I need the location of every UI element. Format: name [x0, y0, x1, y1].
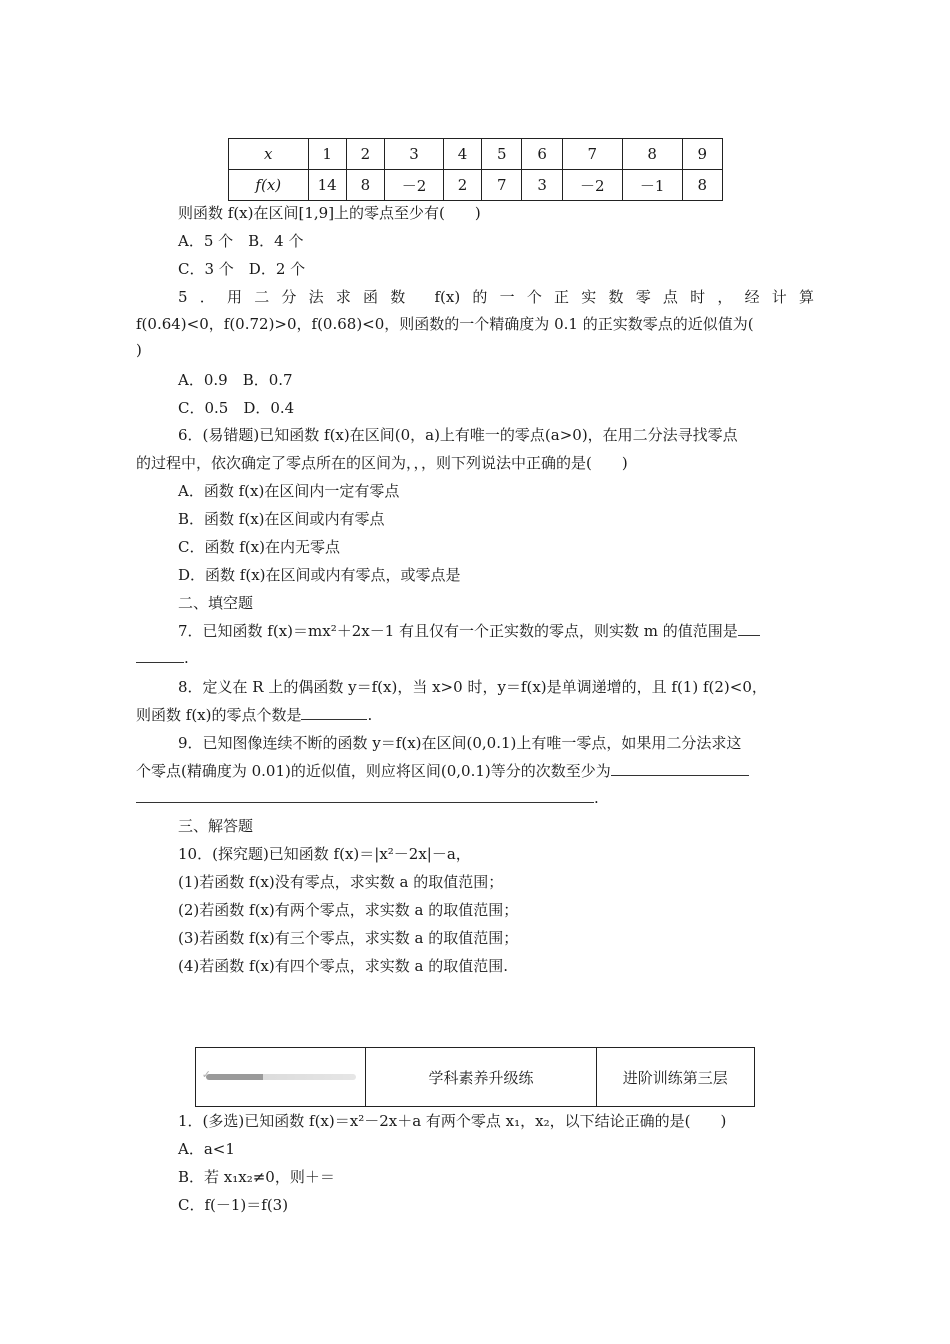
- table-cell: 3: [522, 170, 562, 201]
- q5-options-cd: C．0.5 D．0.4: [178, 399, 295, 417]
- table-cell: －2: [562, 170, 622, 201]
- answer-blank: [738, 621, 760, 636]
- banner-level: 进阶训练第三层: [622, 1068, 728, 1087]
- q9-period: .: [594, 789, 599, 807]
- table-header-cell: 1: [308, 139, 346, 170]
- q6-option-d: D．函数 f(x)在区间或内有零点，或零点是: [178, 566, 461, 584]
- q8-line1: 8．定义在 R 上的偶函数 y＝f(x)，当 x>0 时，y＝f(x)是单调递增的，且 f(1) f(2)<0，: [178, 678, 767, 696]
- q8-line2: [136, 704, 372, 725]
- answer-blank: [611, 761, 749, 776]
- q6-line2: 的过程中，依次确定了零点所在的区间为，，，则下列说法中正确的是( ): [136, 454, 628, 472]
- q10-part4: (4)若函数 f(x)有四个零点，求实数 a 的取值范围.: [178, 957, 508, 975]
- b1-stem: 1．(多选)已知函数 f(x)＝x²－2x＋a 有两个零点 x₁，x₂，以下结论正确的是( ): [178, 1112, 727, 1130]
- table-cell: －2: [385, 170, 444, 201]
- table-header-cell: 7: [562, 139, 622, 170]
- table-cell: 2: [443, 170, 481, 201]
- section-banner: [195, 1047, 755, 1107]
- table-header-cell: 8: [622, 139, 682, 170]
- check-icon: ✓: [201, 1068, 211, 1081]
- q6-option-a: A．函数 f(x)在区间内一定有零点: [178, 482, 400, 500]
- q5-line1: 5．用二分法求函数 f(x)的一个正实数零点时，经计算: [178, 288, 814, 306]
- q9-line1: 9．已知图像连续不断的函数 y＝f(x)在区间(0,0.1)上有唯一零点，如果用二分法求这: [178, 734, 742, 752]
- q6-option-c: C．函数 f(x)在内无零点: [178, 538, 340, 556]
- table-cell: －1: [622, 170, 682, 201]
- q4-options-cd: C．3 个 D．2 个: [178, 260, 306, 278]
- section-fill-in-heading: 二、填空题: [178, 594, 254, 612]
- table-header-cell: 6: [522, 139, 562, 170]
- table-header-cell: 3: [385, 139, 444, 170]
- q7-line2: [136, 648, 189, 667]
- q10-part3: (3)若函数 f(x)有三个零点，求实数 a 的取值范围；: [178, 929, 519, 947]
- table-header-cell: 5: [482, 139, 522, 170]
- q7-text: 7．已知函数 f(x)＝mx²＋2x－1 有且仅有一个正实数的零点，则实数 m 的值范围是: [178, 622, 738, 640]
- q5-line3: ): [136, 341, 142, 359]
- q4-options-ab: A．5 个 B．4 个: [178, 232, 304, 250]
- table-cell: 8: [346, 170, 384, 201]
- q9-text: 个零点(精确度为 0.01)的近似值，则应将区间(0,0.1)等分的次数至少为: [136, 762, 611, 780]
- table-header-cell: x: [229, 139, 309, 170]
- q9-line3: [136, 788, 599, 807]
- table-cell: 7: [482, 170, 522, 201]
- q10-part1: (1)若函数 f(x)没有零点，求实数 a 的取值范围；: [178, 873, 504, 891]
- q10-part2: (2)若函数 f(x)有两个零点，求实数 a 的取值范围；: [178, 901, 519, 919]
- values-table: [228, 138, 723, 201]
- section-answer-heading: 三、解答题: [178, 817, 254, 835]
- table-row: [229, 139, 723, 170]
- b1-option-a: A．a<1: [178, 1140, 235, 1158]
- table-header-cell: 4: [443, 139, 481, 170]
- b1-option-c: C．f(－1)＝f(3): [178, 1196, 289, 1214]
- table-cell: 8: [682, 170, 722, 201]
- q7-period: .: [184, 649, 189, 667]
- progress-bar: [201, 1068, 356, 1081]
- answer-blank: [136, 648, 184, 663]
- q10-stem: 10．(探究题)已知函数 f(x)＝|x²－2x|－a，: [178, 845, 471, 863]
- answer-blank: [136, 788, 594, 803]
- table-cell: 14: [308, 170, 346, 201]
- q6-line1: 6．(易错题)已知函数 f(x)在区间(0，a)上有唯一的零点(a>0)，在用二分法寻找零点: [178, 426, 738, 444]
- table-header-cell: 2: [346, 139, 384, 170]
- table-cell: f(x): [229, 170, 309, 201]
- q4-stem: 则函数 f(x)在区间[1,9]上的零点至少有( ): [178, 204, 481, 222]
- q5-options-ab: A．0.9 B．0.7: [178, 371, 293, 389]
- table-header-cell: 9: [682, 139, 722, 170]
- table-row: [229, 170, 723, 201]
- banner-progress-cell: [196, 1048, 366, 1106]
- answer-blank: [301, 705, 367, 720]
- b1-option-b: B．若 x₁x₂≠0，则＋＝: [178, 1168, 335, 1186]
- q6-option-b: B．函数 f(x)在区间或内有零点: [178, 510, 385, 528]
- banner-title: 学科素养升级练: [366, 1048, 596, 1106]
- q8-text: 则函数 f(x)的零点个数是: [136, 706, 302, 724]
- q9-line2: [136, 760, 749, 781]
- q8-period: .: [367, 706, 373, 724]
- q7-line1: [178, 620, 760, 641]
- q5-line2: f(0.64)<0，f(0.72)>0，f(0.68)<0，则函数的一个精确度为 0.1 的正实数零点的近似值为(: [136, 315, 754, 333]
